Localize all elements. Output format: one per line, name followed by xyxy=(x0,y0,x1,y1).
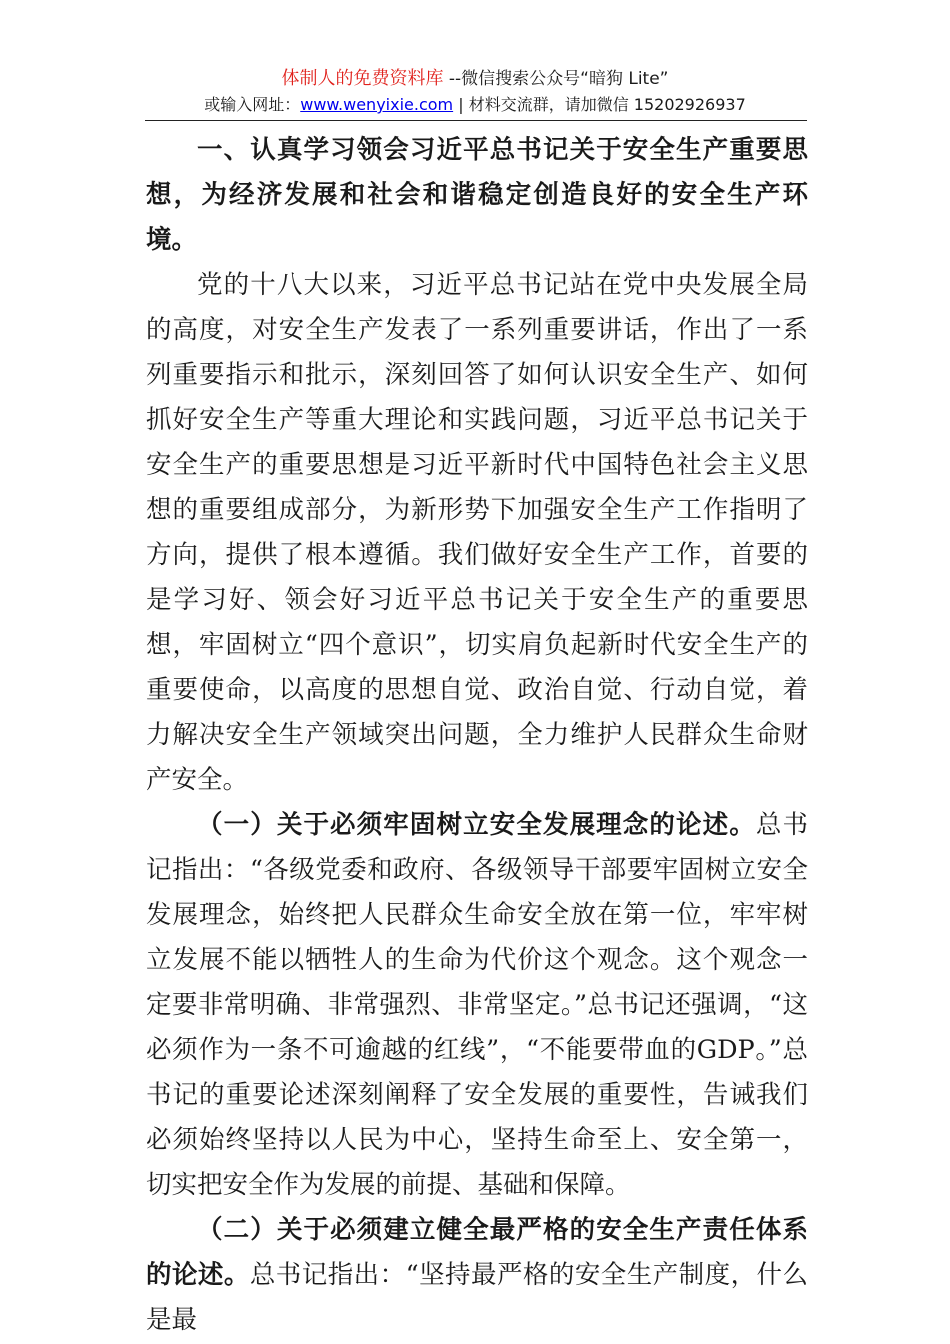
subsection-2-title: （二）关于必须建立健全最严格的安全生产责任体系的论述。 xyxy=(146,1215,808,1290)
page-header xyxy=(0,66,950,118)
website-link[interactable]: www.wenyixie.com xyxy=(300,95,454,114)
contact-info: 材料交流群，请加微信 15202926937 xyxy=(468,95,746,114)
header-separator: | xyxy=(453,95,469,114)
header-promo: --微信搜索公众号“暗狗 Lite” xyxy=(443,69,669,89)
header-contact-line xyxy=(0,92,950,118)
subsection-1 xyxy=(146,803,808,1208)
subsection-1-body: 总书记指出：“各级党委和政府、各级领导干部要牢固树立安全发展理念，始终把人民群众生命安全放在第一位，牢牢树立发展不能以牺牲人的生命为代价这个观念。这个观念一定要非常明确、非常强烈、非常坚定。”总书记还强调，“这必须作为一条不可逾越的红线”，“不能要带血的GDP。”总书记的重要论述深刻阐释了安全发展的重要性，告诫我们必须始终坚持以人民为中心，坚持生命至上、安全第一，切实把安全作为发展的前提、基础和保障。 xyxy=(146,810,808,1200)
subsection-2-body: 总书记指出：“坚持最严格的安全生产制度，什么是最 xyxy=(146,1260,808,1335)
brand-name: 体制人的免费资料库 xyxy=(281,68,444,89)
url-prefix: 或输入网址： xyxy=(204,95,301,114)
subsection-2 xyxy=(146,1208,808,1343)
document-body xyxy=(146,128,808,1343)
subsection-1-title: （一）关于必须牢固树立安全发展理念的论述。 xyxy=(197,810,756,840)
section-heading: 一、认真学习领会习近平总书记关于安全生产重要思想，为经济发展和社会和谐稳定创造良好的安全生产环境。 xyxy=(146,135,808,255)
header-promo-line xyxy=(0,66,950,92)
header-divider xyxy=(145,120,807,121)
intro-paragraph: 党的十八大以来，习近平总书记站在党中央发展全局的高度，对安全生产发表了一系列重要讲话，作出了一系列重要指示和批示，深刻回答了如何认识安全生产、如何抓好安全生产等重大理论和实践问题，习近平总书记关于安全生产的重要思想是习近平新时代中国特色社会主义思想的重要组成部分，为新形势下加强安全生产工作指明了方向，提供了根本遵循。我们做好安全生产工作，首要的是学习好、领会好习近平总书记关于安全生产的重要思想，牢固树立“四个意识”，切实肩负起新时代安全生产的重要使命，以高度的思想自觉、政治自觉、行动自觉，着力解决安全生产领域突出问题，全力维护人民群众生命财产安全。 xyxy=(146,270,808,795)
